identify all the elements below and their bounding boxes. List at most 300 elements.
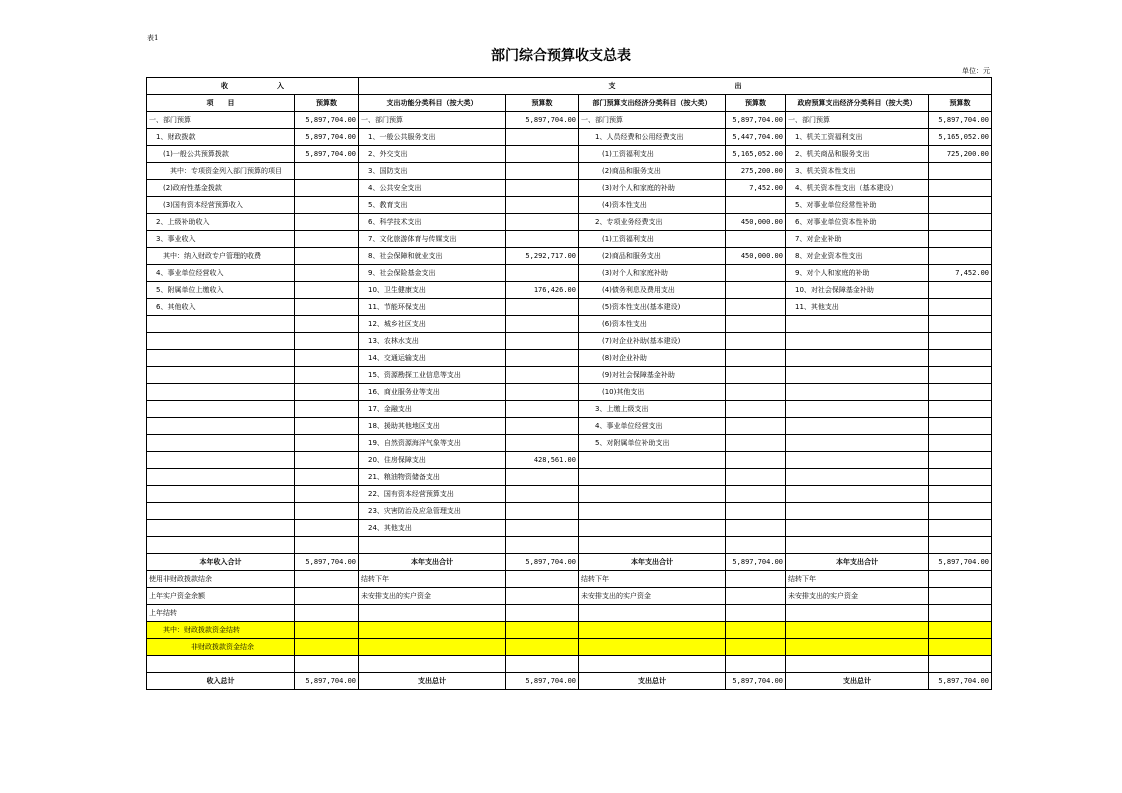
label-cell: 1、机关工资福利支出 bbox=[786, 129, 929, 146]
amount-cell: 5,897,704.00 bbox=[506, 112, 579, 129]
label-cell: 8、社会保障和就业支出 bbox=[359, 248, 506, 265]
amount-cell: 5,897,704.00 bbox=[929, 554, 992, 571]
label-cell: (2)商品和服务支出 bbox=[579, 163, 726, 180]
label-cell: (9)对社会保障基金补助 bbox=[579, 367, 726, 384]
label-cell: 其中：纳入财政专户管理的收费 bbox=[147, 248, 295, 265]
amount-cell bbox=[506, 418, 579, 435]
label-cell: 10、对社会保障基金补助 bbox=[786, 282, 929, 299]
label-cell: 11、节能环保支出 bbox=[359, 299, 506, 316]
amount-cell bbox=[929, 316, 992, 333]
label-cell: 8、对企业资本性支出 bbox=[786, 248, 929, 265]
label-cell bbox=[147, 452, 295, 469]
label-cell: (2)商品和服务支出 bbox=[579, 248, 726, 265]
label-cell: 支出总计 bbox=[579, 673, 726, 690]
amount-cell bbox=[726, 605, 786, 622]
amount-cell bbox=[726, 503, 786, 520]
amount-cell bbox=[295, 333, 359, 350]
table-row bbox=[147, 503, 992, 520]
amount-cell bbox=[506, 265, 579, 282]
amount-cell bbox=[295, 367, 359, 384]
col-header-gov-econ-class: 政府预算支出经济分类科目（按大类） bbox=[786, 95, 929, 112]
label-cell: (7)对企业补助(基本建设) bbox=[579, 333, 726, 350]
amount-cell bbox=[506, 537, 579, 554]
label-cell: 23、灾害防治及应急管理支出 bbox=[359, 503, 506, 520]
label-cell bbox=[147, 435, 295, 452]
amount-cell: 450,000.00 bbox=[726, 214, 786, 231]
label-cell bbox=[786, 418, 929, 435]
amount-cell bbox=[506, 163, 579, 180]
label-cell: 21、粮油物资储备支出 bbox=[359, 469, 506, 486]
label-cell bbox=[786, 656, 929, 673]
label-cell bbox=[147, 656, 295, 673]
label-cell: 其中：财政拨款资金结转 bbox=[147, 622, 295, 639]
label-cell: 11、其他支出 bbox=[786, 299, 929, 316]
label-cell: 6、其他收入 bbox=[147, 299, 295, 316]
table-row bbox=[147, 537, 992, 554]
budget-summary-table bbox=[146, 77, 992, 690]
label-cell: 未安排支出的实户资金 bbox=[786, 588, 929, 605]
amount-cell bbox=[295, 197, 359, 214]
amount-cell bbox=[295, 384, 359, 401]
amount-cell bbox=[929, 384, 992, 401]
amount-cell: 5,292,717.00 bbox=[506, 248, 579, 265]
label-cell: 一、部门预算 bbox=[359, 112, 506, 129]
amount-cell bbox=[295, 248, 359, 265]
amount-cell bbox=[726, 197, 786, 214]
label-cell: 3、事业收入 bbox=[147, 231, 295, 248]
label-cell bbox=[359, 537, 506, 554]
label-cell: 结转下年 bbox=[579, 571, 726, 588]
amount-cell: 5,165,052.00 bbox=[726, 146, 786, 163]
table-row bbox=[147, 418, 992, 435]
label-cell bbox=[147, 503, 295, 520]
page-title: 部门综合预算收支总表 bbox=[491, 48, 631, 64]
label-cell bbox=[579, 503, 726, 520]
amount-cell: 5,897,704.00 bbox=[295, 146, 359, 163]
amount-cell: 5,897,704.00 bbox=[929, 673, 992, 690]
amount-cell bbox=[929, 469, 992, 486]
amount-cell: 5,897,704.00 bbox=[295, 554, 359, 571]
label-cell: 1、一般公共服务支出 bbox=[359, 129, 506, 146]
label-cell bbox=[786, 520, 929, 537]
table-row bbox=[147, 401, 992, 418]
amount-cell bbox=[726, 299, 786, 316]
label-cell: (3)对个人和家庭的补助 bbox=[579, 180, 726, 197]
label-cell bbox=[147, 537, 295, 554]
amount-cell bbox=[929, 163, 992, 180]
label-cell bbox=[579, 520, 726, 537]
label-cell: 10、卫生健康支出 bbox=[359, 282, 506, 299]
label-cell: 收入总计 bbox=[147, 673, 295, 690]
label-cell bbox=[147, 520, 295, 537]
amount-cell bbox=[295, 588, 359, 605]
amount-cell bbox=[295, 163, 359, 180]
amount-cell bbox=[506, 588, 579, 605]
table-row bbox=[147, 605, 992, 622]
amount-cell bbox=[506, 197, 579, 214]
label-cell bbox=[147, 350, 295, 367]
table-row bbox=[147, 333, 992, 350]
label-cell: 上年结转 bbox=[147, 605, 295, 622]
table-row bbox=[147, 656, 992, 673]
col-header-function-class: 支出功能分类科目（按大类） bbox=[359, 95, 506, 112]
highlighted-row bbox=[147, 622, 992, 639]
label-cell bbox=[786, 469, 929, 486]
amount-cell bbox=[295, 214, 359, 231]
label-cell: 7、文化旅游体育与传媒支出 bbox=[359, 231, 506, 248]
label-cell bbox=[147, 469, 295, 486]
label-cell: 3、国防支出 bbox=[359, 163, 506, 180]
amount-cell bbox=[295, 656, 359, 673]
amount-cell bbox=[726, 639, 786, 656]
label-cell: 4、机关资本性支出（基本建设） bbox=[786, 180, 929, 197]
amount-cell bbox=[506, 486, 579, 503]
amount-cell: 5,897,704.00 bbox=[295, 129, 359, 146]
table-row bbox=[147, 197, 992, 214]
label-cell: 4、公共安全支出 bbox=[359, 180, 506, 197]
table-row bbox=[147, 129, 992, 146]
amount-cell bbox=[726, 282, 786, 299]
amount-cell bbox=[929, 656, 992, 673]
amount-cell bbox=[929, 452, 992, 469]
amount-cell bbox=[506, 367, 579, 384]
label-cell: 2、上级补助收入 bbox=[147, 214, 295, 231]
amount-cell bbox=[295, 639, 359, 656]
label-cell: 一、部门预算 bbox=[579, 112, 726, 129]
label-cell bbox=[579, 639, 726, 656]
amount-cell bbox=[726, 401, 786, 418]
amount-cell bbox=[506, 435, 579, 452]
amount-cell bbox=[929, 180, 992, 197]
amount-cell bbox=[295, 486, 359, 503]
label-cell: (3)对个人和家庭补助 bbox=[579, 265, 726, 282]
col-header-amount: 预算数 bbox=[929, 95, 992, 112]
table-row bbox=[147, 469, 992, 486]
income-header: 收 入 bbox=[147, 78, 359, 95]
label-cell bbox=[786, 350, 929, 367]
amount-cell: 725,200.00 bbox=[929, 146, 992, 163]
amount-cell bbox=[506, 180, 579, 197]
amount-cell bbox=[929, 350, 992, 367]
label-cell: 本年支出合计 bbox=[786, 554, 929, 571]
amount-cell bbox=[295, 605, 359, 622]
amount-cell bbox=[506, 639, 579, 656]
label-cell: 18、援助其他地区支出 bbox=[359, 418, 506, 435]
amount-cell bbox=[506, 299, 579, 316]
label-cell: 支出总计 bbox=[786, 673, 929, 690]
label-cell: 未安排支出的实户资金 bbox=[359, 588, 506, 605]
label-cell bbox=[579, 622, 726, 639]
amount-cell: 5,897,704.00 bbox=[506, 554, 579, 571]
col-header-item: 项 目 bbox=[147, 95, 295, 112]
label-cell: 上年实户资金余额 bbox=[147, 588, 295, 605]
amount-cell: 450,000.00 bbox=[726, 248, 786, 265]
table-row bbox=[147, 350, 992, 367]
label-cell bbox=[359, 605, 506, 622]
label-cell bbox=[147, 333, 295, 350]
label-cell: 一、部门预算 bbox=[786, 112, 929, 129]
label-cell bbox=[786, 435, 929, 452]
label-cell bbox=[579, 656, 726, 673]
label-cell bbox=[786, 639, 929, 656]
amount-cell bbox=[726, 537, 786, 554]
column-header-row bbox=[147, 95, 992, 112]
label-cell: 6、对事业单位资本性补助 bbox=[786, 214, 929, 231]
amount-cell bbox=[295, 418, 359, 435]
amount-cell: 5,897,704.00 bbox=[726, 673, 786, 690]
table-row bbox=[147, 452, 992, 469]
label-cell bbox=[359, 656, 506, 673]
label-cell: (3)国有资本经营预算收入 bbox=[147, 197, 295, 214]
table-row bbox=[147, 163, 992, 180]
label-cell: 5、教育支出 bbox=[359, 197, 506, 214]
amount-cell bbox=[295, 231, 359, 248]
amount-cell bbox=[506, 656, 579, 673]
label-cell bbox=[147, 316, 295, 333]
table-row bbox=[147, 146, 992, 163]
amount-cell: 5,897,704.00 bbox=[726, 112, 786, 129]
amount-cell bbox=[506, 333, 579, 350]
amount-cell bbox=[726, 350, 786, 367]
subtotal-row bbox=[147, 554, 992, 571]
label-cell: 20、住房保障支出 bbox=[359, 452, 506, 469]
amount-cell bbox=[929, 231, 992, 248]
label-cell bbox=[579, 469, 726, 486]
amount-cell: 5,897,704.00 bbox=[295, 673, 359, 690]
label-cell: 9、社会保险基金支出 bbox=[359, 265, 506, 282]
table-row bbox=[147, 486, 992, 503]
label-cell bbox=[786, 622, 929, 639]
label-cell: 19、自然资源海洋气象等支出 bbox=[359, 435, 506, 452]
label-cell bbox=[786, 486, 929, 503]
label-cell bbox=[786, 333, 929, 350]
label-cell bbox=[786, 367, 929, 384]
label-cell: 3、机关资本性支出 bbox=[786, 163, 929, 180]
label-cell: 7、对企业补助 bbox=[786, 231, 929, 248]
amount-cell bbox=[726, 469, 786, 486]
label-cell: 4、事业单位经营支出 bbox=[579, 418, 726, 435]
label-cell: 本年支出合计 bbox=[579, 554, 726, 571]
amount-cell bbox=[295, 401, 359, 418]
label-cell: 本年支出合计 bbox=[359, 554, 506, 571]
amount-cell bbox=[726, 333, 786, 350]
label-cell bbox=[579, 537, 726, 554]
label-cell: 使用非财政拨款结余 bbox=[147, 571, 295, 588]
label-cell bbox=[786, 452, 929, 469]
label-cell bbox=[147, 401, 295, 418]
amount-cell bbox=[295, 350, 359, 367]
amount-cell bbox=[726, 520, 786, 537]
amount-cell bbox=[295, 299, 359, 316]
unit-label: 单位：元 bbox=[962, 67, 990, 75]
label-cell bbox=[579, 452, 726, 469]
label-cell: 24、其他支出 bbox=[359, 520, 506, 537]
label-cell: 本年收入合计 bbox=[147, 554, 295, 571]
amount-cell bbox=[295, 520, 359, 537]
table-row bbox=[147, 231, 992, 248]
amount-cell: 5,897,704.00 bbox=[726, 554, 786, 571]
table-row bbox=[147, 384, 992, 401]
amount-cell bbox=[295, 622, 359, 639]
amount-cell bbox=[295, 265, 359, 282]
table-row bbox=[147, 112, 992, 129]
amount-cell: 275,200.00 bbox=[726, 163, 786, 180]
amount-cell bbox=[726, 231, 786, 248]
amount-cell bbox=[506, 129, 579, 146]
amount-cell bbox=[929, 367, 992, 384]
label-cell: 5、对附属单位补助支出 bbox=[579, 435, 726, 452]
col-header-amount: 预算数 bbox=[506, 95, 579, 112]
amount-cell bbox=[929, 333, 992, 350]
amount-cell bbox=[295, 571, 359, 588]
amount-cell bbox=[295, 316, 359, 333]
col-header-dept-econ-class: 部门预算支出经济分类科目（按大类） bbox=[579, 95, 726, 112]
label-cell bbox=[786, 401, 929, 418]
amount-cell bbox=[726, 656, 786, 673]
table-row bbox=[147, 299, 992, 316]
amount-cell bbox=[929, 214, 992, 231]
amount-cell bbox=[506, 350, 579, 367]
amount-cell bbox=[929, 418, 992, 435]
label-cell bbox=[579, 486, 726, 503]
table-row bbox=[147, 180, 992, 197]
table-row bbox=[147, 214, 992, 231]
amount-cell: 5,447,704.00 bbox=[726, 129, 786, 146]
label-cell: (1)工资福利支出 bbox=[579, 231, 726, 248]
amount-cell bbox=[929, 639, 992, 656]
amount-cell bbox=[506, 316, 579, 333]
label-cell bbox=[786, 316, 929, 333]
label-cell: 其中：专项资金列入部门预算的项目 bbox=[147, 163, 295, 180]
label-cell: (5)资本性支出(基本建设) bbox=[579, 299, 726, 316]
label-cell: 9、对个人和家庭的补助 bbox=[786, 265, 929, 282]
table-row bbox=[147, 316, 992, 333]
amount-cell bbox=[929, 588, 992, 605]
label-cell: 结转下年 bbox=[786, 571, 929, 588]
label-cell bbox=[579, 605, 726, 622]
label-cell: (6)资本性支出 bbox=[579, 316, 726, 333]
label-cell bbox=[786, 384, 929, 401]
label-cell bbox=[786, 605, 929, 622]
label-cell bbox=[359, 639, 506, 656]
label-cell: 1、人员经费和公用经费支出 bbox=[579, 129, 726, 146]
amount-cell: 428,561.00 bbox=[506, 452, 579, 469]
label-cell: 1、财政拨款 bbox=[147, 129, 295, 146]
label-cell: 22、国有资本经营预算支出 bbox=[359, 486, 506, 503]
amount-cell bbox=[295, 469, 359, 486]
label-cell: (1)一般公共预算拨款 bbox=[147, 146, 295, 163]
amount-cell: 7,452.00 bbox=[929, 265, 992, 282]
label-cell: (1)工资福利支出 bbox=[579, 146, 726, 163]
amount-cell bbox=[506, 503, 579, 520]
amount-cell bbox=[929, 537, 992, 554]
label-cell bbox=[786, 503, 929, 520]
amount-cell bbox=[506, 605, 579, 622]
label-cell: 5、对事业单位经常性补助 bbox=[786, 197, 929, 214]
label-cell: 结转下年 bbox=[359, 571, 506, 588]
amount-cell bbox=[929, 520, 992, 537]
label-cell: 14、交通运输支出 bbox=[359, 350, 506, 367]
amount-cell: 5,897,704.00 bbox=[929, 112, 992, 129]
amount-cell: 176,426.00 bbox=[506, 282, 579, 299]
label-cell bbox=[359, 622, 506, 639]
label-cell bbox=[147, 418, 295, 435]
label-cell: 16、商业服务业等支出 bbox=[359, 384, 506, 401]
amount-cell bbox=[726, 622, 786, 639]
label-cell: 3、上缴上级支出 bbox=[579, 401, 726, 418]
amount-cell bbox=[726, 435, 786, 452]
label-cell: 6、科学技术支出 bbox=[359, 214, 506, 231]
amount-cell bbox=[295, 282, 359, 299]
amount-cell bbox=[726, 452, 786, 469]
amount-cell bbox=[929, 486, 992, 503]
amount-cell bbox=[929, 435, 992, 452]
amount-cell bbox=[295, 537, 359, 554]
amount-cell bbox=[929, 622, 992, 639]
label-cell: 12、城乡社区支出 bbox=[359, 316, 506, 333]
amount-cell bbox=[929, 197, 992, 214]
table-row bbox=[147, 367, 992, 384]
amount-cell bbox=[929, 282, 992, 299]
amount-cell bbox=[726, 384, 786, 401]
col-header-amount: 预算数 bbox=[295, 95, 359, 112]
amount-cell bbox=[929, 605, 992, 622]
label-cell: 2、专项业务经费支出 bbox=[579, 214, 726, 231]
amount-cell: 7,452.00 bbox=[726, 180, 786, 197]
label-cell: (10)其他支出 bbox=[579, 384, 726, 401]
amount-cell bbox=[929, 401, 992, 418]
table-row bbox=[147, 435, 992, 452]
label-cell bbox=[786, 537, 929, 554]
label-cell: 2、外交支出 bbox=[359, 146, 506, 163]
table-row bbox=[147, 282, 992, 299]
label-cell: 4、事业单位经营收入 bbox=[147, 265, 295, 282]
amount-cell bbox=[726, 265, 786, 282]
amount-cell bbox=[726, 367, 786, 384]
amount-cell bbox=[726, 418, 786, 435]
label-cell: (2)政府性基金拨款 bbox=[147, 180, 295, 197]
amount-cell bbox=[726, 486, 786, 503]
table-row bbox=[147, 588, 992, 605]
label-cell bbox=[147, 384, 295, 401]
label-cell bbox=[147, 367, 295, 384]
label-cell: 5、附属单位上缴收入 bbox=[147, 282, 295, 299]
label-cell bbox=[147, 486, 295, 503]
amount-cell bbox=[506, 146, 579, 163]
total-row bbox=[147, 673, 992, 690]
amount-cell bbox=[295, 503, 359, 520]
amount-cell bbox=[506, 571, 579, 588]
label-cell: 13、农林水支出 bbox=[359, 333, 506, 350]
amount-cell bbox=[295, 180, 359, 197]
table-row bbox=[147, 248, 992, 265]
amount-cell bbox=[929, 571, 992, 588]
amount-cell bbox=[295, 435, 359, 452]
expense-header: 支 出 bbox=[359, 78, 992, 95]
amount-cell: 5,897,704.00 bbox=[295, 112, 359, 129]
table-row bbox=[147, 265, 992, 282]
amount-cell bbox=[506, 231, 579, 248]
label-cell: 2、机关商品和服务支出 bbox=[786, 146, 929, 163]
amount-cell bbox=[726, 316, 786, 333]
amount-cell bbox=[929, 503, 992, 520]
amount-cell: 5,165,052.00 bbox=[929, 129, 992, 146]
amount-cell bbox=[295, 452, 359, 469]
col-header-amount: 预算数 bbox=[726, 95, 786, 112]
amount-cell bbox=[726, 588, 786, 605]
amount-cell bbox=[506, 622, 579, 639]
table-row bbox=[147, 520, 992, 537]
